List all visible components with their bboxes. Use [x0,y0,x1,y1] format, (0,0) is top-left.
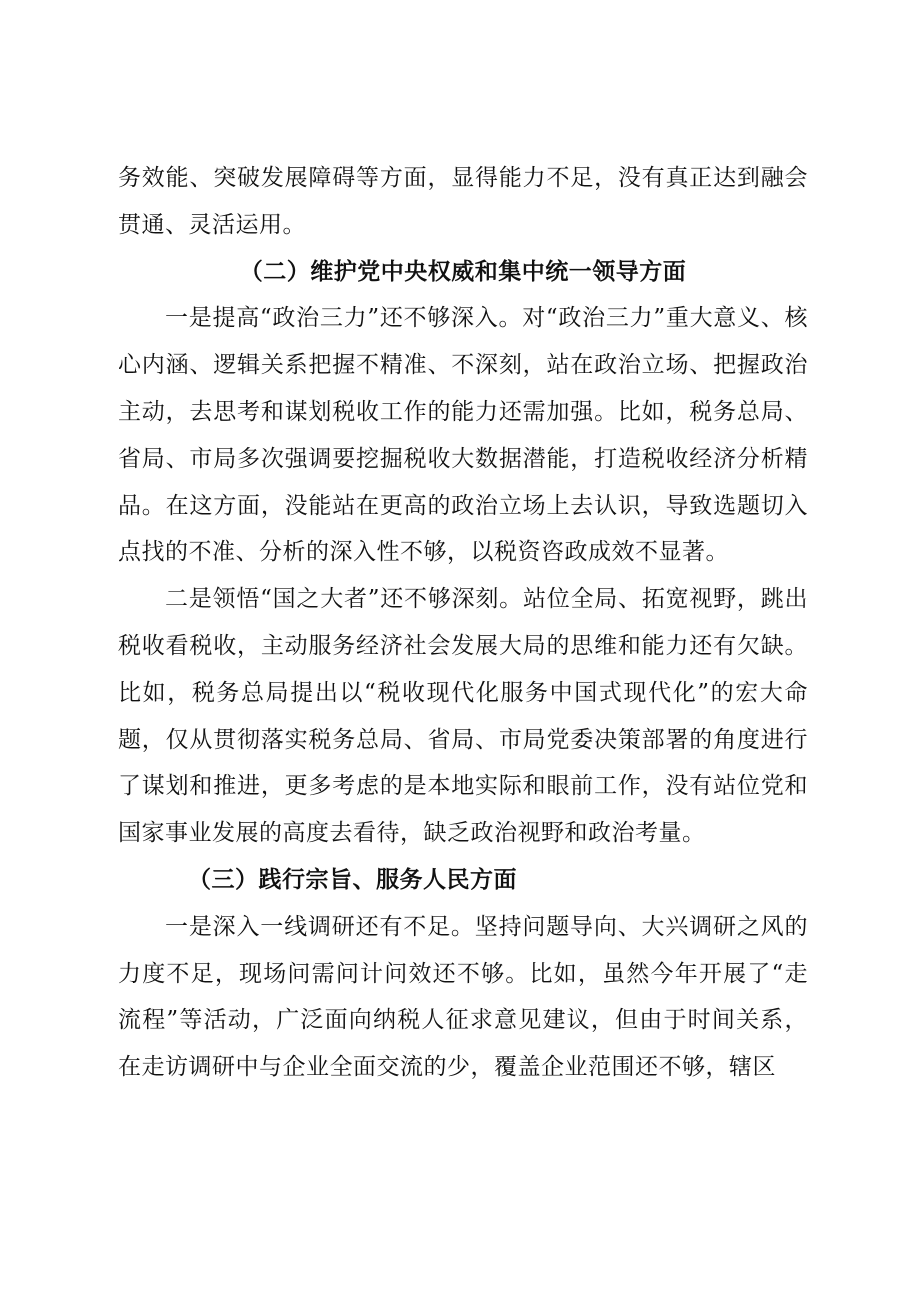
paragraph-continuation: 务效能、突破发展障碍等方面，显得能力不足，没有真正达到融会贯通、灵活运用。 [118,165,808,238]
document-body [118,155,808,1091]
paragraph-national-priorities: 二是领悟“国之大者”还不够深刻。站位全局、拓宽视野，跳出税收看税收，主动服务经济社会发展大局的思维和能力还有欠缺。比如，税务总局提出以“税收现代化服务中国式现代化”的宏大命题，仅从贯彻落实税务总局、省局、市局党委决策部署的角度进行了谋划和推进，更多考虑的是本地实际和眼前工作，没有站位党和国家事业发展的高度去看待，缺乏政治视野和政治考量。 [118,586,808,847]
paragraph-frontline-research: 一是深入一线调研还有不足。坚持问题导向、大兴调研之风的力度不足，现场问需问计问效还不够。比如，虽然今年开展了“走流程”等活动，广泛面向纳税人征求意见建议，但由于时间关系，在走访调研中与企业全面交流的少，覆盖企业范围还不够，辖区 [118,913,808,1081]
paragraph-political-three-abilities: 一是提高“政治三力”还不够深入。对“政治三力”重大意义、核心内涵、逻辑关系把握不精准、不深刻，站在政治立场、把握政治主动，去思考和谋划税收工作的能力还需加强。比如，税务总局、省局、市局多次强调要挖掘税收大数据潜能，打造税收经济分析精品。在这方面，没能站在更高的政治立场上去认识，导致选题切入点找的不准、分析的深入性不够，以税资咨政成效不显著。 [118,305,808,566]
section-heading-3: （三）践行宗旨、服务人民方面 [188,865,517,893]
section-heading-2: （二）维护党中央权威和集中统一领导方面 [239,257,687,285]
